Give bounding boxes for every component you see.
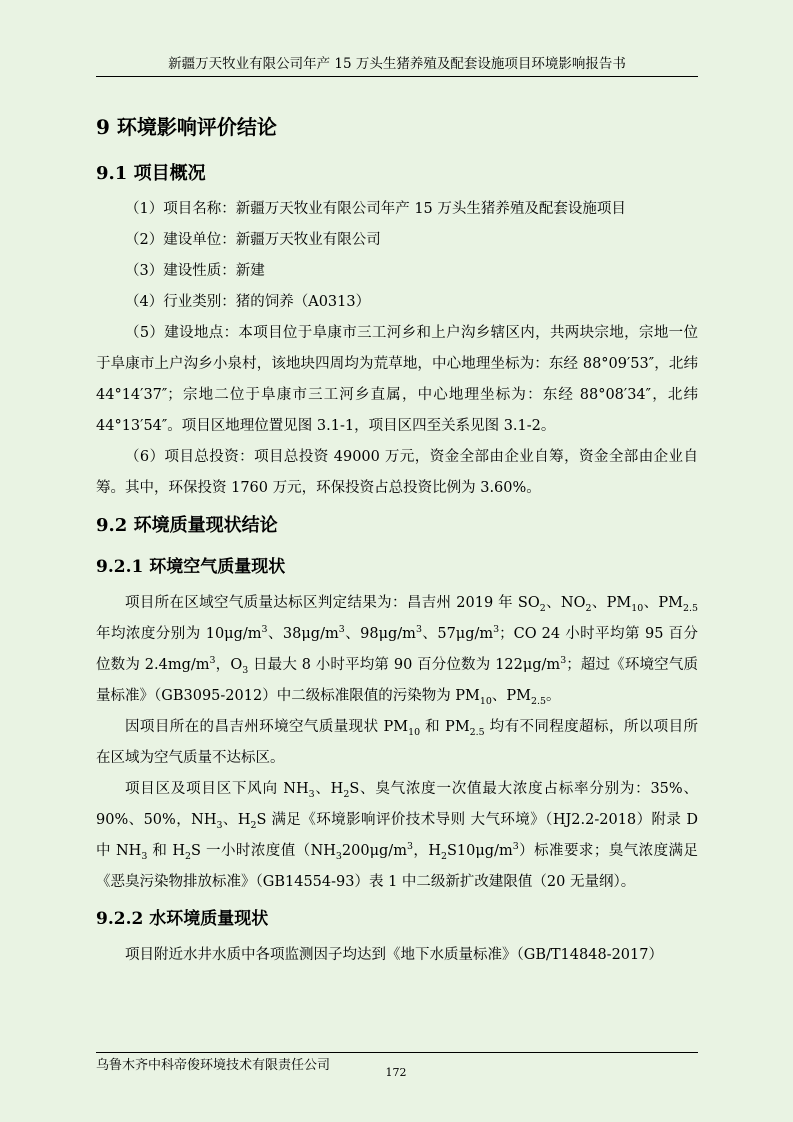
page-number: 172 bbox=[385, 1066, 407, 1079]
chapter-title: 9 环境影响评价结论 bbox=[96, 115, 277, 139]
project-name-item: （1）项目名称：新疆万天牧业有限公司年产 15 万头生猪养殖及配套设施项目 bbox=[125, 201, 626, 217]
footer-divider bbox=[96, 1052, 698, 1053]
footer-company: 乌鲁木齐中科帝俊环境技术有限责任公司 bbox=[96, 1058, 331, 1073]
construction-location-item: （5）建设地点：本项目位于阜康市三工河乡和上户沟乡辖区内，共两块宗地，宗地一位于阜康市上户沟乡小泉村，该地块四周均为荒草地，中心地理坐标为：东经 88°09′53″，北纬 44°14′37″；宗地二位于阜康市三工河乡直属，中心地理坐标为：东经 88°08′34″，北纬 44°13′54″。项目区地理位置见图 3.1-1，项目区四至关系见图 3.1-2。 bbox=[96, 325, 698, 434]
industry-category-item: （4）行业类别：猪的饲养（A0313） bbox=[125, 294, 371, 310]
page-content bbox=[96, 108, 698, 971]
section-9-1-title: 9.1 项目概况 bbox=[96, 163, 206, 184]
air-quality-paragraph-3: 项目区及项目区下风向 $NH_3$、$H_2S$、臭气浓度一次值最大浓度占标率分别为：35%、90%、50%，$NH_3$、$H_2S$ 满足《环境影响评价技术导则 大气环境》（HJ2.2-2018）附录 D 中 $NH_3$ 和 $H_2S$ 一小时浓度值（$NH_3200\mu g/m^3$，$H_2S10\mu g/m^3$）标准要求；臭气浓度满足《恶臭污染物排放标准》（GB14554-93）表 1 中二级新扩改建限值（20 无量纲）。 bbox=[96, 781, 698, 890]
construction-nature-item: （3）建设性质：新建 bbox=[125, 263, 265, 279]
air-quality-paragraph-2: 因项目所在的昌吉州环境空气质量现状 $PM_{10}$ 和 $PM_{2.5}$ 均有不同程度超标，所以项目所在区域为空气质量不达标区。 bbox=[96, 719, 699, 766]
section-9-2-1-title: 9.2.1 环境空气质量现状 bbox=[96, 557, 286, 577]
water-quality-paragraph-1: 项目附近水井水质中各项监测因子均达到《地下水质量标准》（GB/T14848-2017） bbox=[125, 947, 663, 963]
running-header: 新疆万天牧业有限公司年产 15 万头生猪养殖及配套设施项目环境影响报告书 bbox=[96, 54, 698, 77]
air-quality-paragraph-1: 项目所在区域空气质量达标区判定结果为：昌吉州 2019 年 $SO_2$、$NO_2$、$PM_{10}$、$PM_{2.5}$年均浓度分别为 $10\mu g/m^3$、$38\mu g/m^3$、$98\mu g/m^3$、$57\mu g/m^3$；CO 24 小时平均第 95 百分位数为 $2.4mg/m^3$，$O_3$ 日最大 8 小时平均第 90 百分位数为 $122\mu g/m^3$；超过《环境空气质量标准》（GB3095-2012）中二级标准限值的污染物为 $PM_{10}$、$PM_{2.5}$。 bbox=[96, 595, 698, 707]
total-investment-item: （6）项目总投资：项目总投资 49000 万元，资金全部由企业自筹，资金全部由企业自筹。其中，环保投资 1760 万元，环保投资占总投资比例为 3.60%。 bbox=[96, 449, 698, 496]
section-9-2-2-title: 9.2.2 水环境质量现状 bbox=[96, 909, 269, 929]
construction-unit-item: （2）建设单位：新疆万天牧业有限公司 bbox=[125, 232, 381, 248]
section-9-2-title: 9.2 环境质量现状结论 bbox=[96, 515, 278, 536]
